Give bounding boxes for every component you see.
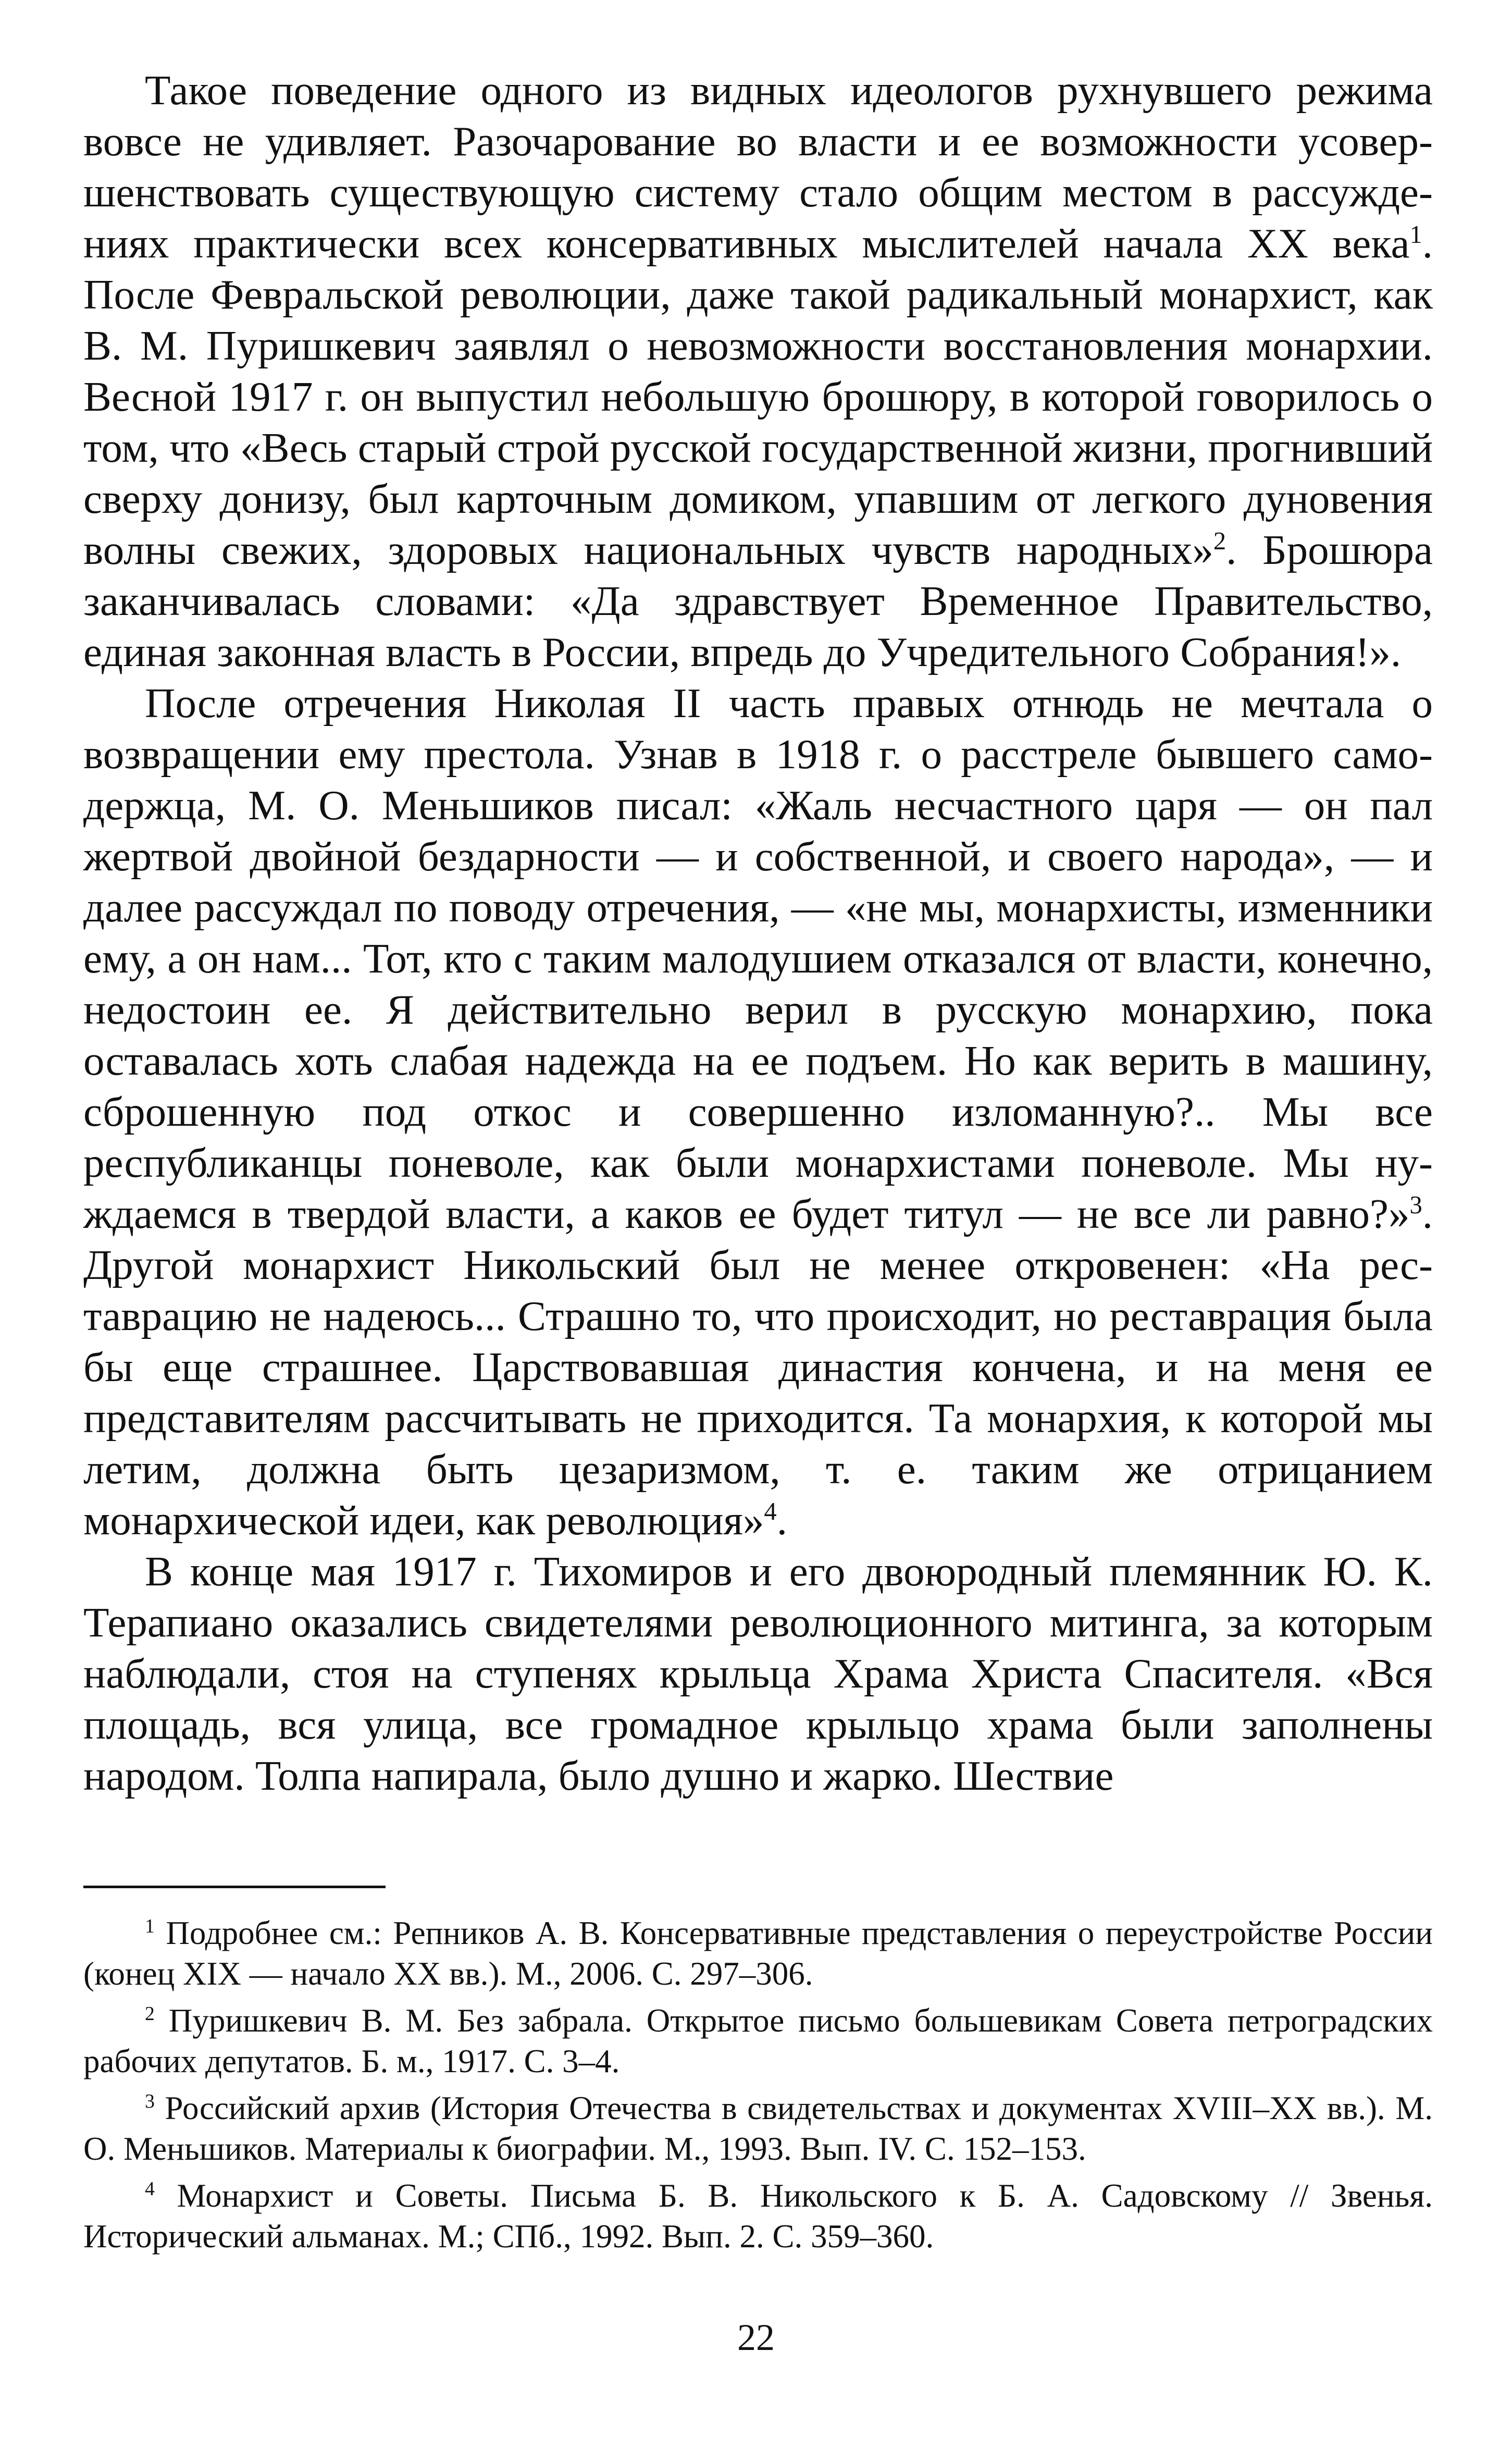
paragraph-2: После отречения Николая II часть правых отнюдь не мечтала о возвращении ему престола. Узнав в 1918 г. о расстреле бывшего самодержца, М. О. Меньшиков писал: «Жаль несчастного царя — он пал жертвой двойной бездарности — и собственной, и своего народа», — и далее рассуждал по поводу отречения, — «не мы, монархисты, изменники ему, а он нам... Тот, кто с таким малодушием отказался от власти, конечно, недостоин ее. Я действительно верил в русскую монархию, пока оставалась хоть слабая надежда на ее подъем. Но как верить в машину, сброшенную под откос и совершенно изломанную?.. Мы все республиканцы поневоле, как были монархистами поневоле. Мы нуждаемся в твердой власти, а каков ее будет титул — не все ли равно?»$^3$. Другой монархист Никольский был не менее откровенен: «На реставрацию не надеюсь... Страшно то, что происходит, но реставрация была бы еще страшнее. Царствовавшая династия кончена, и на меня ее представителям рассчитывать не приходится. Та монархия, к которой мы летим, должна быть цезаризмом, т. е. таким же отрицанием монархической идеи, как революция»$^4$.: [83, 680, 1433, 1544]
footnote-1: $^1$ Подробнее см.: Репников А. В. Консервативные представления о переустройстве России (конец XIX — начало XX вв.). М., 2006. С. 297–306.: [83, 1915, 1433, 1992]
footnote-ref-3: 3: [1409, 1191, 1422, 1219]
paragraph-1: Такое поведение одного из видных идеологов рухнувшего режима вовсе не удивляет. Разочарование во власти и ее возможности усовершенствовать существующую систему стало общим местом в рассуждениях практически всех консервативных мыслителей начала XX века$^1$. После Февральской революции, даже такой радикальный монархист, как В. М. Пуришкевич заявлял о невозможности восстановления монархии. Весной 1917 г. он выпустил небольшую брошюру, в которой говорилось о том, что «Весь старый строй русской государственной жизни, прогнивший сверху донизу, был карточным домиком, упавшим от легкого дуновения волны свежих, здоровых национальных чувств народных»$^2$. Брошюра заканчивалась словами: «Да здравствует Временное Правительство, единая законная власть в России, впредь до Учредительного Собрания!».: [83, 67, 1433, 675]
footnotes: [83, 1913, 1433, 2263]
footnote-ref-4: 4: [764, 1497, 777, 1525]
footnote-divider: [83, 1886, 386, 1888]
page-number: 22: [737, 2317, 775, 2358]
paragraph-3: В конце мая 1917 г. Тихомиров и его двоюродный племянник Ю. К. Терапиано оказались свидетелями революционного митинга, за которым наблюдали, стоя на ступенях крыльца Храма Христа Спасителя. «Вся площадь, вся улица, все громадное крыльцо храма были заполнены народом. Толпа напирала, было душно и жарко. Шествие: [83, 1548, 1433, 1799]
footnote-4: $^4$ Монархист и Советы. Письма Б. В. Никольского к Б. А. Садовскому // Звенья. Исторический альманах. М.; СПб., 1992. Вып. 2. С. 359–360.: [83, 2177, 1433, 2255]
footnote-ref-2: 2: [1213, 527, 1226, 555]
footnote-ref-1: 1: [1409, 220, 1422, 249]
main-text: [83, 65, 1433, 1801]
footnote-2: $^2$ Пуришкевич В. М. Без забрала. Открытое письмо большевикам Совета петроградских рабочих депутатов. Б. м., 1917. С. 3–4.: [83, 2002, 1433, 2079]
footnote-3: $^3$ Российский архив (История Отечества в свидетельствах и документах XVIII–XX вв.). М. О. Меньшиков. Материалы к биографии. М., 1993. Вып. IV. С. 152–153.: [83, 2090, 1433, 2167]
